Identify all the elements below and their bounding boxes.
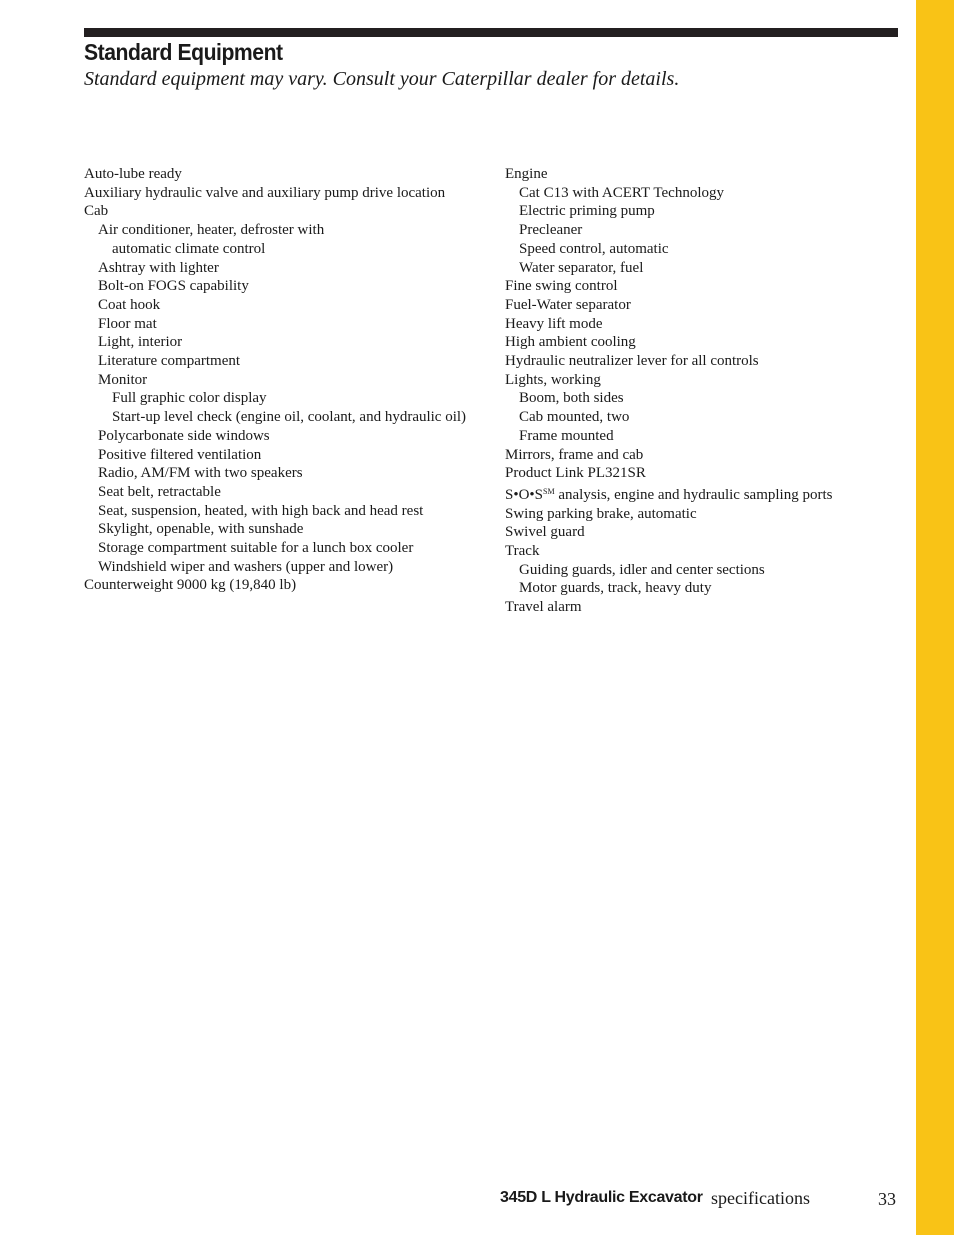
list-item-text: Water separator, fuel — [519, 259, 644, 276]
list-item-text: Heavy lift mode — [505, 315, 603, 332]
list-item — [84, 539, 494, 558]
list-item-text-rest: analysis, engine and hydraulic sampling ports — [554, 486, 833, 503]
list-item-text: Full graphic color display — [112, 390, 267, 407]
list-item — [84, 277, 494, 296]
list-item-text: Monitor — [98, 371, 148, 388]
footer-suffix: specifications — [711, 1188, 810, 1208]
list-item — [84, 259, 494, 278]
list-item — [505, 277, 905, 296]
list-item — [84, 408, 494, 427]
list-item — [505, 505, 905, 524]
list-item-text: Coat hook — [98, 296, 161, 313]
list-item — [84, 446, 494, 465]
list-item-text: Seat, suspension, heated, with high back and head rest — [98, 502, 424, 519]
list-item — [84, 371, 494, 390]
list-item-text: Cat C13 with ACERT Technology — [519, 184, 724, 201]
equipment-list-right — [505, 165, 905, 617]
list-item-text: Radio, AM/FM with two speakers — [98, 465, 303, 482]
list-item — [84, 333, 494, 352]
list-item — [84, 202, 494, 221]
list-item-text: Lights, working — [505, 371, 601, 388]
list-item — [505, 315, 905, 334]
list-item — [505, 542, 905, 561]
list-item-text: Travel alarm — [505, 599, 582, 616]
page-subtitle: Standard equipment may vary. Consult your Caterpillar dealer for details. — [84, 68, 680, 90]
list-item — [84, 576, 494, 595]
list-item-text: Product Link PL321SR — [505, 465, 646, 482]
list-item-text: High ambient cooling — [505, 334, 636, 351]
list-item-text: Engine — [505, 166, 548, 182]
list-item — [84, 221, 494, 240]
list-item-text: Speed control, automatic — [519, 240, 669, 257]
list-item — [84, 389, 494, 408]
list-item-text: Positive filtered ventilation — [98, 446, 262, 463]
page-number: 33 — [878, 1189, 896, 1209]
list-item-text: Bolt-on FOGS capability — [98, 278, 249, 295]
list-item-text: Cab — [84, 203, 109, 220]
page-footer — [500, 1188, 900, 1212]
list-item-text: Literature compartment — [98, 353, 241, 370]
list-item — [505, 598, 905, 617]
list-item — [84, 427, 494, 446]
list-item — [84, 558, 494, 577]
list-item-text: Counterweight 9000 kg (19,840 lb) — [84, 577, 297, 594]
header-rule — [84, 28, 898, 37]
list-item-text: Guiding guards, idler and center sections — [519, 561, 765, 578]
list-item — [505, 389, 905, 408]
list-item-text: Fuel-Water separator — [505, 296, 631, 313]
list-item-text: Skylight, openable, with sunshade — [98, 521, 304, 538]
list-item — [84, 352, 494, 371]
list-item — [505, 259, 905, 278]
list-item-text: Seat belt, retractable — [98, 483, 221, 500]
list-item-text: Precleaner — [519, 222, 583, 239]
equipment-list-left — [84, 165, 494, 595]
list-item — [505, 333, 905, 352]
list-item-text: Auxiliary hydraulic valve and auxiliary pump drive location — [84, 184, 446, 201]
list-item — [505, 352, 905, 371]
list-item — [505, 464, 905, 483]
list-item-text: Frame mounted — [519, 427, 614, 444]
list-item-text: Swivel guard — [505, 524, 585, 541]
list-item-text: Swing parking brake, automatic — [505, 505, 697, 522]
list-item — [505, 296, 905, 315]
list-item-text: Ashtray with lighter — [98, 259, 219, 276]
page-title: Standard Equipment — [84, 39, 283, 65]
list-item-text: Track — [505, 543, 540, 560]
footer-model-name: 345D L Hydraulic Excavator — [500, 1189, 703, 1206]
list-item-text: Boom, both sides — [519, 390, 624, 407]
list-item — [505, 184, 905, 203]
list-item — [505, 483, 905, 505]
list-item-text: Air conditioner, heater, defroster with — [98, 222, 325, 239]
list-item-text: Hydraulic neutralizer lever for all controls — [505, 353, 759, 370]
list-item — [505, 561, 905, 580]
list-item — [84, 184, 494, 203]
list-item — [84, 483, 494, 502]
list-item-text: Mirrors, frame and cab — [505, 446, 644, 463]
list-item-text: S•O•S — [505, 486, 544, 503]
list-item — [84, 502, 494, 521]
list-item-text: Polycarbonate side windows — [98, 427, 270, 444]
list-item-text: automatic climate control — [112, 240, 266, 257]
service-mark: SM — [543, 486, 555, 496]
yellow-edge-bar — [916, 0, 954, 1235]
list-item — [505, 523, 905, 542]
list-item-text: Fine swing control — [505, 278, 618, 295]
list-item — [84, 165, 494, 184]
list-item — [505, 221, 905, 240]
list-item — [84, 240, 494, 259]
list-item — [505, 408, 905, 427]
list-item-text: Windshield wiper and washers (upper and lower) — [98, 558, 394, 575]
list-item — [84, 315, 494, 334]
list-item — [505, 371, 905, 390]
list-item-text: Floor mat — [98, 315, 157, 332]
list-item-text: Auto-lube ready — [84, 166, 182, 182]
list-item — [505, 446, 905, 465]
list-item — [505, 579, 905, 598]
list-item-text: Storage compartment suitable for a lunch box cooler — [98, 540, 414, 557]
list-item-text: Motor guards, track, heavy duty — [519, 580, 712, 597]
list-item — [84, 464, 494, 483]
list-item-text: Start-up level check (engine oil, coolant, and hydraulic oil) — [112, 409, 467, 426]
list-item — [505, 165, 905, 184]
list-item-text: Electric priming pump — [519, 203, 655, 220]
list-item-text: Cab mounted, two — [519, 409, 630, 426]
list-item — [505, 240, 905, 259]
list-item — [84, 520, 494, 539]
list-item — [505, 427, 905, 446]
list-item — [84, 296, 494, 315]
list-item — [505, 202, 905, 221]
list-item-text: Light, interior — [98, 334, 183, 351]
